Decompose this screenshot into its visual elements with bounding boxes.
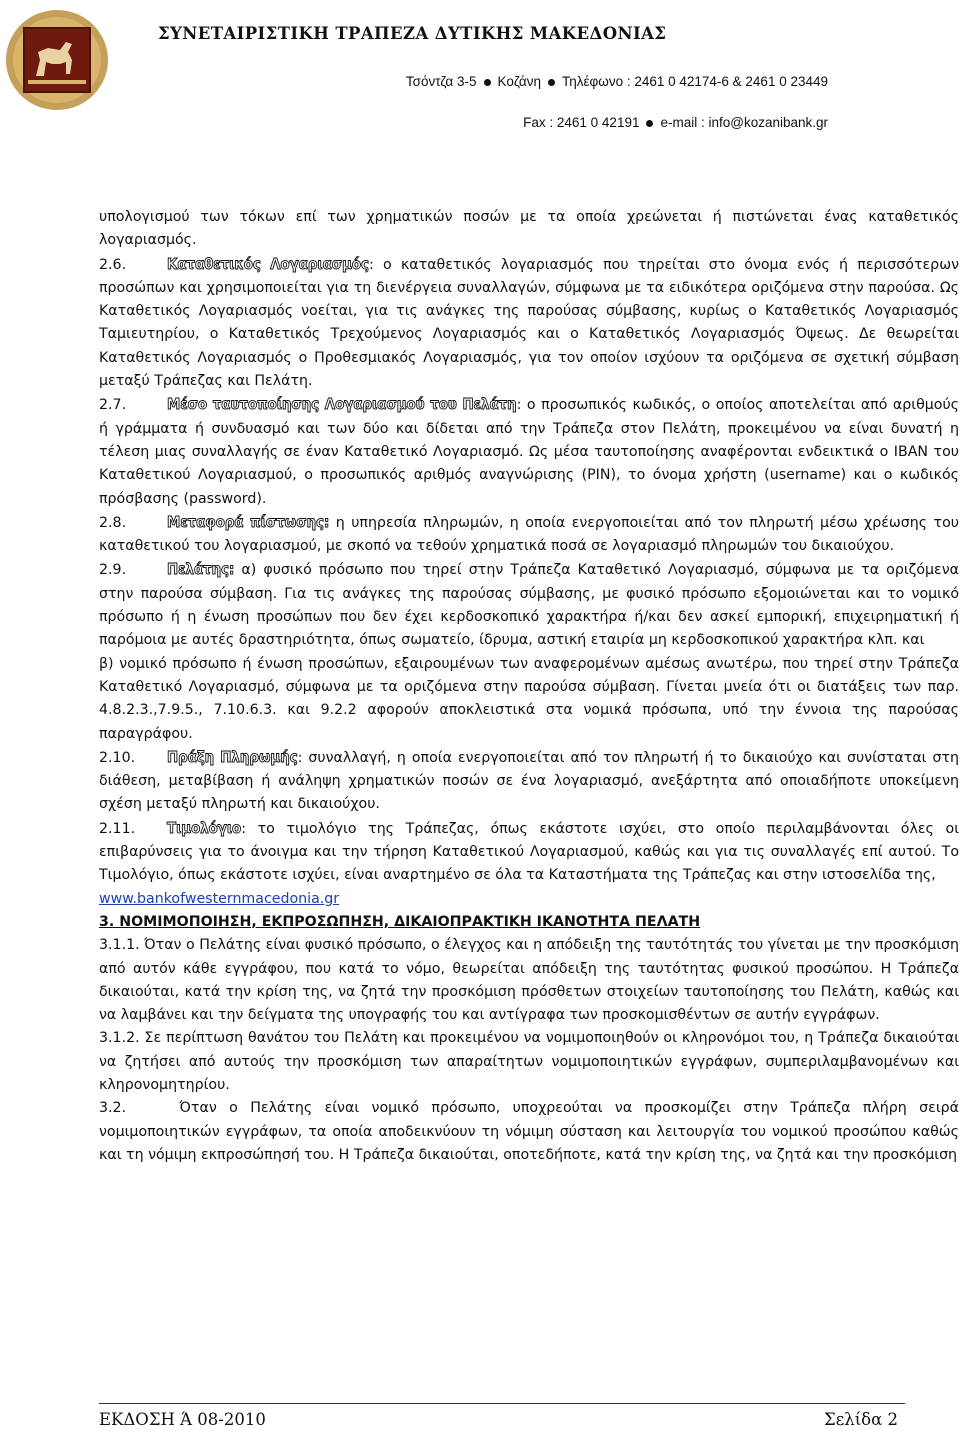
clause-number: 3.1.2.: [99, 1030, 140, 1047]
clause-number: 2.6.: [99, 256, 127, 273]
defined-term: Μέσο ταυτοποίησης Λογαριασμού του Πελάτη: [167, 396, 517, 414]
clause-number: 2.8.: [99, 514, 127, 531]
clause-3-2: [99, 1097, 959, 1167]
bullet-icon: [548, 79, 555, 86]
email: e-mail : info@kozanibank.gr: [660, 115, 828, 130]
defined-term: Μεταφορά πίστωσης:: [167, 513, 330, 531]
clause-3-1-1: [99, 934, 959, 1027]
footer-divider: [99, 1403, 905, 1404]
definition-2-9-b: β) νομικό πρόσωπο ή ένωση προσώπων, εξαιρουμένων των αναφερομένων αμέσως ανωτέρω, που τηρεί στην Τράπεζα Καταθετικό Λογαριασμό, σύμφωνα με τα οριζόμενα στην παρούσα σύμβαση. Γίνεται μνεία ότι οι διατάξεις των παρ. 4.8.2.3.,7.9.5., 7.10.6.3. και 9.2.2 αφορούν αποκλειστικά στα νομικά πρόσωπα, υπό την έννοια της παρούσας παραγράφου.: [99, 655, 959, 742]
bank-website-link[interactable]: www.bankofwesternmacedonia.gr: [99, 890, 340, 907]
bank-website-line: [99, 888, 959, 911]
clause-number: 3.1.1.: [99, 937, 140, 954]
definition-text: : ο καταθετικός λογαριασμός που τηρείται στο όνομα ενός ή περισσότερων προσώπων και χρησιμοποιείται για τη διενέργεια συναλλαγών, σύμφωνα με τα ειδικότερα οριζόμενα στην παρούσα. Ως Καταθετικός Λογαριασμός νοείται, για τις ανάγκες της παρούσας σύμβασης, κυρίως ο Καταθετικός Λογαριασμός Ταμιευτηρίου, ο Καταθετικός Τρεχούμενος Λογαριασμός και ο Καταθετικός Λογαριασμός Όψεως. Δε θεωρείται Καταθετικός Λογαριασμός ο Προθεσμιακός Λογαριασμός, για τον οποίον ισχύουν τα οριζόμενα σε σχετική σύμβαση μεταξύ Τράπεζας και Πελάτη.: [99, 256, 959, 390]
clause-text: Όταν ο Πελάτης είναι φυσικό πρόσωπο, ο έλεγχος και η απόδειξη της ταυτότητάς του γίνεται με την προσκόμιση από αυτόν κάθε εγγράφου, που κατά το νόμο, θεωρείται απόδειξη της ταυτότητας φυσικού προσώπου. Η Τράπεζα δικαιούται, κατά την κρίση της, να ζητά την προσκόμιση πρόσθετων στοιχείων ταυτοποίησης του Πελάτη, καθώς και να λαμβάνει και την δείγματα της υπογραφής του και αντίγραφα των προσκομισθέντων σε αυτήν εγγράφων.: [99, 937, 959, 1024]
document-body: [99, 206, 959, 1167]
bullet-icon: [646, 120, 653, 127]
definition-2-8: [99, 511, 959, 559]
clause-text: Σε περίπτωση θανάτου του Πελάτη και προκειμένου να νομιμοποιηθούν οι κληρονόμοι του, η Τράπεζα δικαιούται να ζητήσει από αυτούς την προσκόμιση των απαραίτητων νομιμοποιητικών εγγράφων, συμπεριλαμβανομένων και κληρονομητηρίου.: [99, 1030, 959, 1093]
definition-2-9: [99, 558, 959, 652]
city: Κοζάνη: [497, 74, 541, 89]
clause-number: 3.2.: [99, 1100, 127, 1117]
defined-term: Πελάτης:: [167, 561, 235, 579]
definition-2-7: [99, 393, 959, 510]
definition-text: α) φυσικό πρόσωπο που τηρεί στην Τράπεζα Καταθετικό Λογαριασμό, σύμφωνα με τα οριζόμενα στην παρούσα σύμβαση. Για τις ανάγκες της παρούσας σύμβασης, με φυσικό πρόσωπο εξομοιώνεται και το νομικό πρόσωπο ή η ένωση προσώπων που δεν έχει κερδοσκοπικό χαρακτήρα ή/και δεν ασκεί εμπορική, επιχειρηματική ή παρόμοια με αυτές δραστηριότητα, όπως σωματείο, ίδρυμα, αστική εταιρία μη κερδοσκοπικού χαρακτήρα κλπ. και: [99, 562, 959, 649]
bank-logo: [2, 4, 112, 114]
bank-name: ΣΥΝΕΤΑΙΡΙΣΤΙΚΗ ΤΡΑΠΕΖΑ ΔΥΤΙΚΗΣ ΜΑΚΕΔΟΝΙΑΣ: [158, 24, 667, 43]
paragraph-continuation: υπολογισμού των τόκων επί των χρηματικών ποσών με τα οποία χρεώνεται ή πιστώνεται ένας καταθετικός λογαριασμός.: [99, 209, 959, 249]
contact-line-2: [523, 115, 828, 130]
address: Τσόντζα 3-5: [405, 74, 477, 89]
contact-line-1: [406, 74, 828, 89]
definition-text: : συναλλαγή, η οποία ενεργοποιείται από τον πληρωτή ή το δικαιούχο και συνίσταται στη διάθεση, μεταβίβαση ή ανάληψη χρηματικών ποσών σε ένα λογαριασμό, ανεξάρτητα από οποιαδήποτε υποκείμενη σχέση μεταξύ πληρωτή και δικαιούχου.: [99, 749, 959, 813]
defined-term: Καταθετικός Λογαριασμός: [167, 255, 369, 273]
section-heading-3: 3. ΝΟΜΙΜΟΠΟΙΗΣΗ, ΕΚΠΡΟΣΩΠΗΣΗ, ΔΙΚΑΙΟΠΡΑΚΤΙΚΗ ΙΚΑΝΟΤΗΤΑ ΠΕΛΑΤΗ: [99, 913, 701, 930]
page-number: Σελίδα 2: [824, 1410, 898, 1429]
clause-3-1-2: [99, 1027, 959, 1097]
definition-2-6: [99, 253, 959, 394]
clause-number: 2.7.: [99, 397, 127, 414]
clause-number: 2.10.: [99, 749, 136, 766]
definition-2-10: [99, 746, 959, 817]
definition-text: η υπηρεσία πληρωμών, η οποία ενεργοποιείται από τον πληρωτή μέσω χρέωσης του καταθετικού του λογαριασμού, με σκοπό να τεθούν χρηματικά ποσά σε λογαριασμό πληρωμών του δικαιούχου.: [99, 514, 959, 555]
clause-number: 2.9.: [99, 562, 127, 579]
horse-seal-icon: [2, 4, 112, 114]
definition-2-11: [99, 817, 959, 888]
clause-number: 2.11.: [99, 820, 136, 837]
definition-text: : το τιμολόγιο της Τράπεζας, όπως εκάστοτε ισχύει, στο οποίο περιλαμβάνονται όλες οι επιβαρύνσεις για το άνοιγμα και την τήρηση Καταθετικού Λογαριασμού, καθώς και για τις συναλλαγές επί αυτού. Το Τιμολόγιο, όπως εκάστοτε ισχύει, είναι αναρτημένο σε όλα τα Καταστήματα της Τράπεζας και στην ιστοσελίδα της,: [99, 820, 959, 884]
fax: Fax : 2461 0 42191: [523, 115, 640, 130]
edition-label: ΕΚΔΟΣΗ Ά 08-2010: [99, 1410, 266, 1429]
defined-term: Τιμολόγιο: [167, 819, 242, 837]
clause-text: Όταν ο Πελάτης είναι νομικό πρόσωπο, υποχρεούται να προσκομίζει στην Τράπεζα πλήρη σειρά νομιμοποιητικών εγγράφων, τα οποία αποδεικνύουν τη νόμιμη σύσταση και λειτουργία του νομικού προσώπου καθώς και τη νόμιμη εκπροσώπησή του. Η Τράπεζα δικαιούται, οποτεδήποτε, κατά την κρίση της, να ζητά και την προσκόμιση: [99, 1100, 959, 1163]
defined-term: Πράξη Πληρωμής: [167, 748, 298, 766]
bullet-icon: [484, 79, 491, 86]
definition-text: : ο προσωπικός κωδικός, ο οποίος αποτελείται από αριθμούς ή γράμματα ή συνδυασμό και των δύο και δίδεται από την Τράπεζα στον Πελάτη, προκειμένου να είναι δυνατή η τέλεση μιας συναλλαγής σε έναν Καταθετικό Λογαριασμό. Ως μέσα ταυτοποίησης αναφέρονται ενδεικτικά ο IBAN του Καταθετικού Λογαριασμού, ο προσωπικός αριθμός αναγνώρισης (PIN), το όνομα χρήστη (username) και ο κωδικός πρόσβασης (password).: [99, 397, 960, 507]
phone: Τηλέφωνο : 2461 0 42174-6 & 2461 0 23449: [561, 74, 828, 89]
